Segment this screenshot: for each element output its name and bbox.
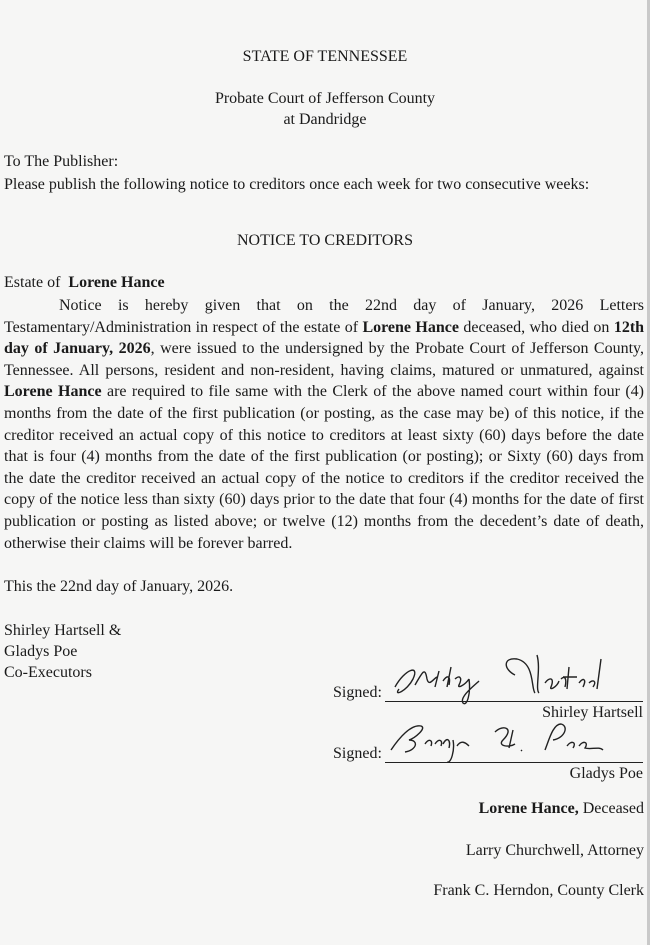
notice-body [4,295,644,554]
executors-title: Co-Executors [4,664,92,681]
signature-row [333,662,643,721]
court-name: Probate Court of Jefferson County [214,90,436,107]
notice-body-part1: Notice is hereby given that on the 22nd day of January, 2026 Letters Testamentary/Administration in respect of the estate of [4,297,644,336]
decedent-name: Lorene Hance [4,383,102,401]
decedent-name: Lorene Hance [68,274,165,291]
signature-line [385,722,643,763]
state-title: STATE OF TENNESSEE [242,48,408,65]
estate-label: Estate of [4,274,61,291]
publisher-salutation: To The Publisher: [4,153,119,170]
executors-block [4,620,121,683]
signature-line [385,661,643,702]
estate-line [4,274,165,292]
handwritten-signature-icon [385,710,643,770]
notice-body-part2: deceased, who died on [463,318,610,336]
deceased-name: Lorene Hance, [478,800,579,817]
signer-name: Shirley Hartsell [542,704,643,721]
county-clerk-line: Frank C. Herndon, County Clerk [433,882,644,899]
dated-line: This the 22nd day of January, 2026. [4,578,234,595]
signed-label: Signed: [333,684,382,701]
signed-label: Signed: [333,745,382,762]
decedent-name: Lorene Hance [362,318,459,336]
notice-body-part3: , were issued to the undersigned by the Probate Court of Jefferson County, Tennessee. All persons, resident and non-resident, having claims, matured or unmatured, against [4,340,645,379]
signature-row [333,723,643,782]
court-location: at Dandridge [283,111,367,128]
notice-heading: NOTICE TO CREDITORS [236,232,413,249]
deceased-suffix: Deceased [578,800,644,817]
death-date: 12th day of January, 2026 [4,318,645,358]
deceased-line [479,800,644,818]
executor-2: Gladys Poe [4,643,78,660]
attorney-line: Larry Churchwell, Attorney [465,842,644,859]
handwritten-signature-icon [385,649,643,709]
notice-body-part4: are required to file same with the Clerk of the above named court within four (4) months from the date of the first publication (or posting, as the case may be) of this notice, if the creditor received an actual copy of this notice to creditors at least sixty (60) days before the date that is four (4) months from the date of the first publication (or posting); or Sixty (60) days from the date the creditor received an actual copy of the notice to creditors if the creditor received the copy of the notice less than sixty (60) days prior to the date that four (4) months for the date of first publication or posting as listed above; or twelve (12) months from the decedent’s date of death, otherwise their claims will be forever barred. [4,383,644,552]
publish-request: Please publish the following notice to creditors once each week for two consecutive weeks: [4,176,590,193]
executor-1: Shirley Hartsell & [4,622,122,639]
signer-name: Gladys Poe [569,765,643,782]
